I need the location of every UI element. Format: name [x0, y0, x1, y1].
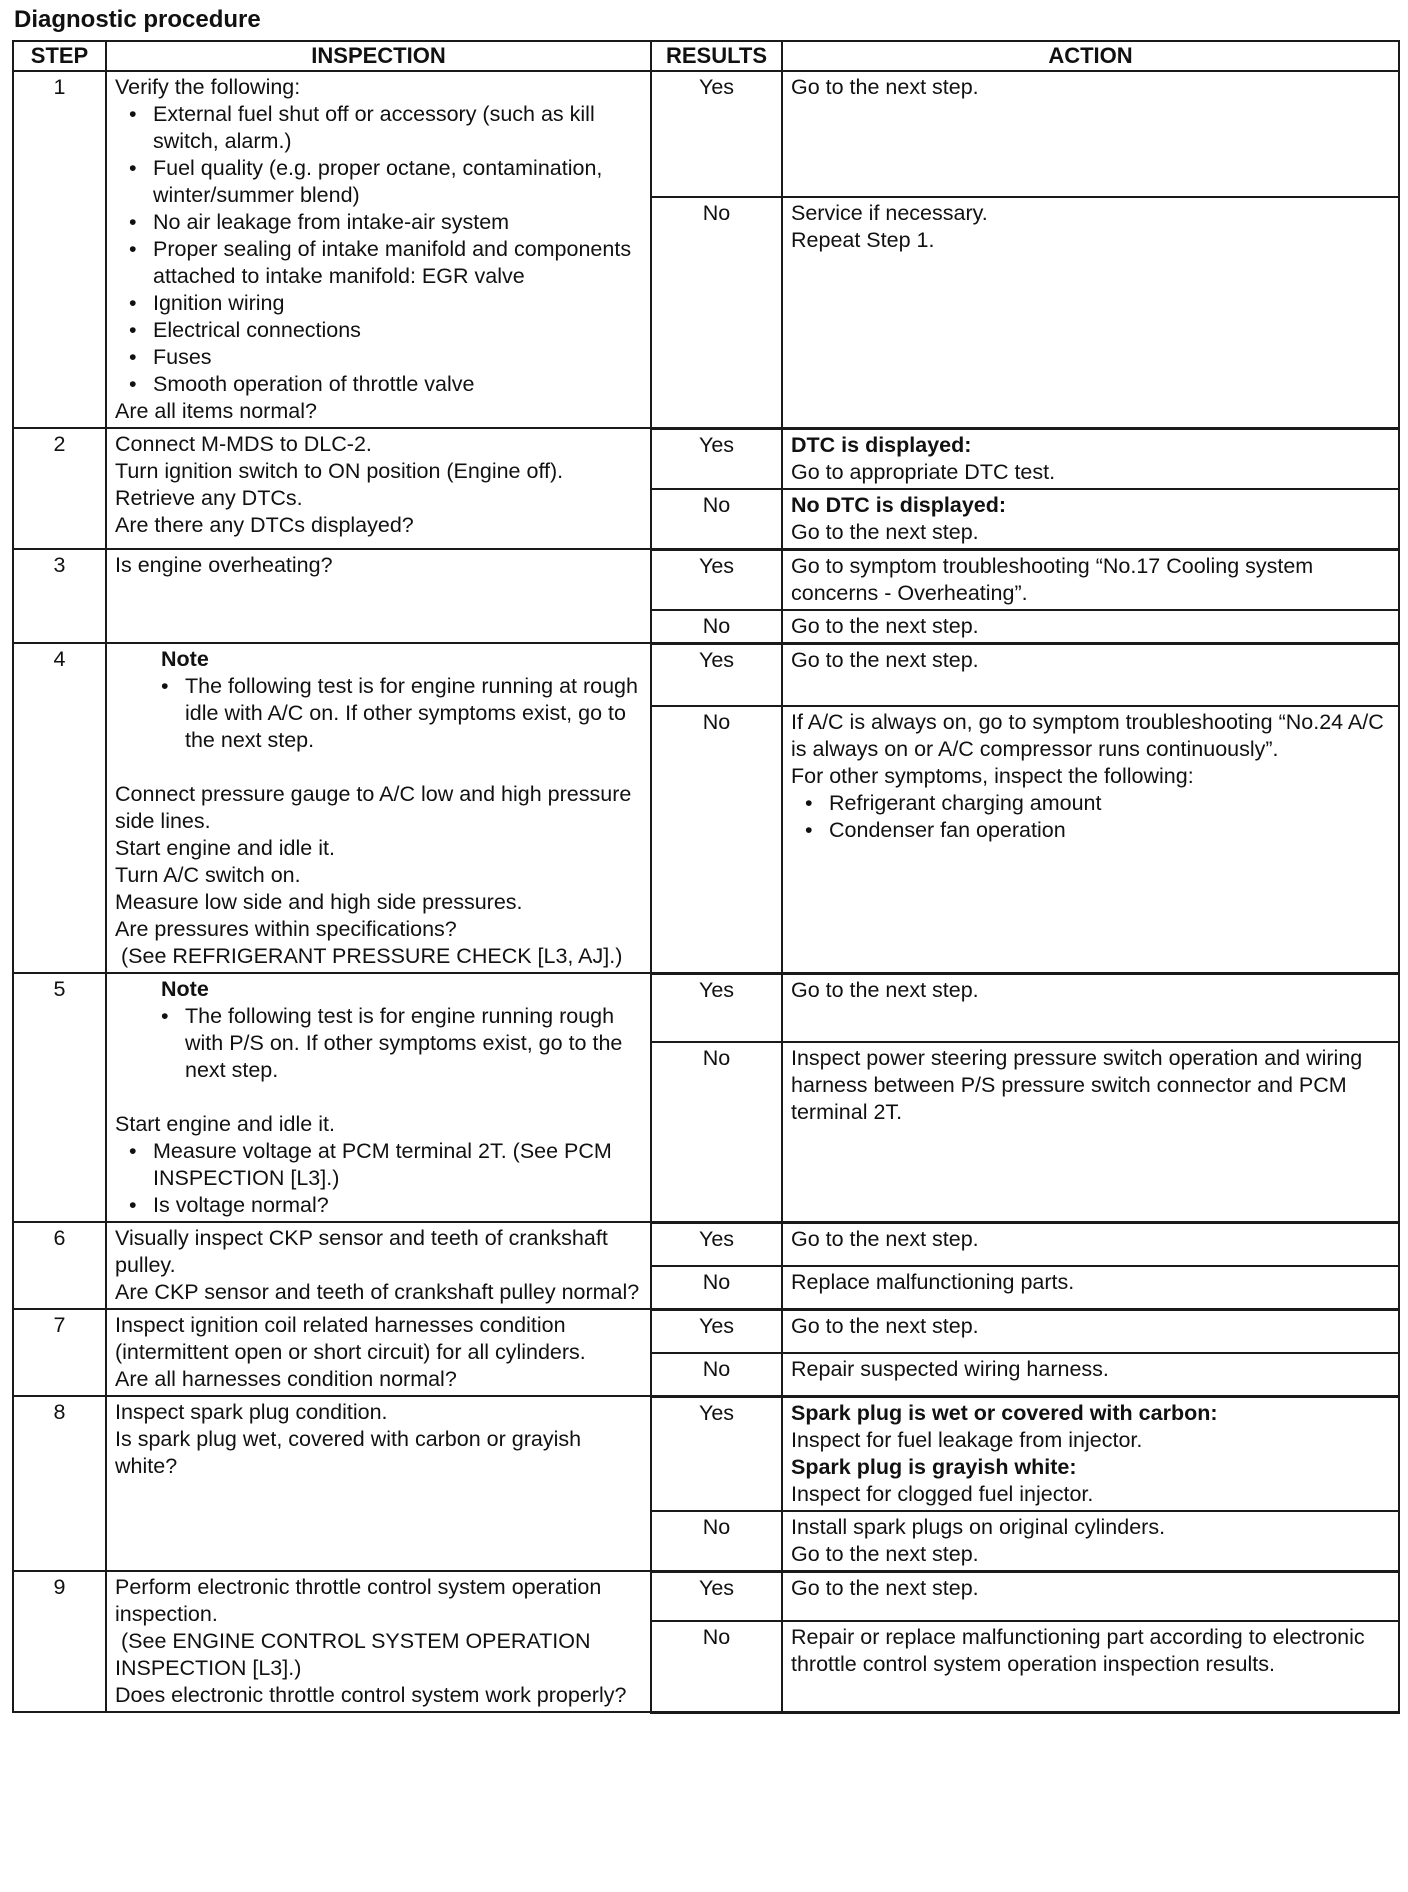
text-line: Inspect spark plug condition.	[115, 1400, 388, 1424]
action-cell	[782, 706, 1399, 973]
action-cell	[782, 1511, 1399, 1572]
bold-heading-line: No DTC is displayed:	[791, 492, 1007, 517]
inspection-cell	[106, 1571, 651, 1712]
text-line: Repair or replace malfunctioning part according to electronic throttle control system operation inspection results.	[791, 1625, 1371, 1677]
bullet-text: Fuses	[153, 345, 212, 369]
bullet-text: Refrigerant charging amount	[829, 791, 1102, 816]
text-line: Turn ignition switch to ON position (Engine off).	[115, 459, 564, 483]
bullet-item	[115, 236, 642, 290]
step-number: 1	[13, 71, 106, 428]
bullet-dot-icon: •	[129, 318, 137, 342]
text-line: Go to appropriate DTC test.	[791, 459, 1056, 484]
table-row	[13, 1571, 1399, 1621]
result-label: No	[651, 610, 782, 644]
bullet-item	[115, 1192, 642, 1219]
bullet-item	[115, 155, 642, 209]
step-number: 5	[13, 973, 106, 1222]
action-cell	[782, 1621, 1399, 1712]
action-cell	[782, 428, 1399, 489]
table-row	[13, 973, 1399, 1042]
action-cell	[782, 1571, 1399, 1621]
text-line: Go to the next step.	[791, 1226, 979, 1251]
step-number: 2	[13, 428, 106, 549]
bullet-item	[115, 317, 642, 344]
inspection-cell	[106, 549, 651, 643]
bullet-text: Measure voltage at PCM terminal 2T. (See PCM INSPECTION [L3].)	[153, 1139, 612, 1190]
result-label: Yes	[651, 1571, 782, 1621]
result-label: Yes	[651, 1222, 782, 1266]
text-line: Turn A/C switch on.	[115, 863, 301, 887]
bullet-item	[115, 209, 642, 236]
result-label: Yes	[651, 71, 782, 197]
text-line: Are CKP sensor and teeth of crankshaft pulley normal?	[115, 1280, 640, 1304]
bullet-dot-icon: •	[129, 345, 137, 369]
text-line: Service if necessary.	[791, 201, 988, 225]
result-label: No	[651, 1266, 782, 1310]
table-row	[13, 71, 1399, 197]
result-label: Yes	[651, 549, 782, 610]
text-line: Verify the following:	[115, 75, 301, 99]
text-line: Repeat Step 1.	[791, 228, 935, 252]
table-row	[13, 1309, 1399, 1353]
text-line: Start engine and idle it.	[115, 1112, 335, 1136]
text-line: Go to the next step.	[791, 1313, 979, 1338]
result-label: Yes	[651, 428, 782, 489]
text-line: Retrieve any DTCs.	[115, 486, 303, 510]
header-results: RESULTS	[651, 41, 782, 71]
text-line: If A/C is always on, go to symptom troubleshooting “No.24 A/C is always on or A/C compressor runs continuously”.	[791, 710, 1390, 762]
page-title: Diagnostic procedure	[14, 6, 261, 33]
text-line: Is engine overheating?	[115, 553, 333, 577]
text-line: Inspect ignition coil related harnesses condition (intermittent open or short circuit) for all cylinders.	[115, 1313, 586, 1364]
text-line: Go to symptom troubleshooting “No.17 Cooling system concerns - Overheating”.	[791, 553, 1320, 605]
action-cell	[782, 489, 1399, 550]
bullet-dot-icon: •	[129, 1193, 137, 1217]
result-label: No	[651, 1353, 782, 1397]
inspection-cell	[106, 643, 651, 973]
action-cell	[782, 610, 1399, 644]
bullet-item	[791, 790, 1390, 817]
text-line: Replace malfunctioning parts.	[791, 1269, 1075, 1294]
table-row	[13, 643, 1399, 706]
table-row	[13, 1396, 1399, 1511]
text-line: Connect pressure gauge to A/C low and high pressure side lines.	[115, 782, 638, 833]
text-line: Go to the next step.	[791, 647, 979, 672]
result-label: No	[651, 1621, 782, 1712]
text-line: (See ENGINE CONTROL SYSTEM OPERATION INSPECTION [L3].)	[115, 1629, 597, 1680]
text-line: Go to the next step.	[791, 977, 979, 1002]
header-row	[13, 41, 1399, 71]
result-label: No	[651, 1042, 782, 1222]
text-line: Does electronic throttle control system work properly?	[115, 1683, 627, 1707]
action-cell	[782, 973, 1399, 1042]
bullet-dot-icon: •	[805, 791, 813, 816]
action-cell	[782, 1222, 1399, 1266]
text-line: (See REFRIGERANT PRESSURE CHECK [L3, AJ].)	[115, 944, 623, 968]
bullet-text: Fuel quality (e.g. proper octane, contamination, winter/summer blend)	[153, 156, 603, 207]
text-line: Are all items normal?	[115, 399, 317, 423]
inspection-cell	[106, 428, 651, 549]
bold-heading-line: DTC is displayed:	[791, 432, 972, 457]
bullet-dot-icon: •	[129, 1139, 137, 1163]
result-label: Yes	[651, 1396, 782, 1511]
result-label: Yes	[651, 643, 782, 706]
action-cell	[782, 71, 1399, 197]
text-line: Measure low side and high side pressures.	[115, 890, 523, 914]
header-inspection: INSPECTION	[106, 41, 651, 71]
bullet-dot-icon: •	[161, 1004, 169, 1028]
text-line: Connect M-MDS to DLC-2.	[115, 432, 372, 456]
bullet-item	[115, 101, 642, 155]
text-line: Perform electronic throttle control system operation inspection.	[115, 1575, 608, 1626]
bullet-text: Proper sealing of intake manifold and components attached to intake manifold: EGR valve	[153, 237, 632, 288]
bullet-text: Smooth operation of throttle valve	[153, 372, 475, 396]
bullet-dot-icon: •	[129, 156, 137, 180]
bullet-dot-icon: •	[129, 210, 137, 234]
bullet-text: Electrical connections	[153, 318, 361, 342]
bullet-dot-icon: •	[129, 102, 137, 126]
result-label: Yes	[651, 973, 782, 1042]
action-cell	[782, 1266, 1399, 1310]
bullet-text: Condenser fan operation	[829, 818, 1066, 843]
text-line: Inspect power steering pressure switch operation and wiring harness between P/S pressure switch connector and PCM terminal 2T.	[791, 1045, 1369, 1124]
text-line: Go to the next step.	[791, 75, 979, 99]
inspection-cell	[106, 1222, 651, 1309]
action-cell	[782, 1309, 1399, 1353]
action-cell	[782, 1042, 1399, 1222]
text-line: Go to the next step.	[791, 1575, 979, 1600]
bullet-item	[115, 290, 642, 317]
spacer	[115, 754, 642, 781]
diagnostic-procedure-table	[12, 40, 1400, 1714]
text-line: Inspect for clogged fuel injector.	[791, 1481, 1094, 1506]
action-cell	[782, 197, 1399, 428]
result-label: No	[651, 489, 782, 550]
header-step: STEP	[13, 41, 106, 71]
header-action: ACTION	[782, 41, 1399, 71]
note-bullet-item	[115, 673, 642, 754]
bullet-item	[115, 344, 642, 371]
bullet-text: Ignition wiring	[153, 291, 285, 315]
bullet-text: Is voltage normal?	[153, 1193, 329, 1217]
text-line: Are pressures within specifications?	[115, 917, 457, 941]
result-label: No	[651, 197, 782, 428]
bullet-item	[791, 817, 1390, 844]
note-heading: Note	[161, 647, 209, 671]
step-number: 7	[13, 1309, 106, 1396]
spacer	[115, 1084, 642, 1111]
bold-heading-line: Spark plug is grayish white:	[791, 1454, 1077, 1479]
text-line: Go to the next step.	[791, 519, 979, 544]
text-line: Start engine and idle it.	[115, 836, 335, 860]
inspection-cell	[106, 1396, 651, 1571]
result-label: Yes	[651, 1309, 782, 1353]
table-body	[13, 71, 1399, 1712]
step-number: 6	[13, 1222, 106, 1309]
text-line: For other symptoms, inspect the following:	[791, 764, 1194, 789]
bullet-dot-icon: •	[161, 674, 169, 698]
bullet-text: The following test is for engine running at rough idle with A/C on. If other symptoms exist, go to the next step.	[185, 674, 638, 752]
action-cell	[782, 1353, 1399, 1397]
bullet-text: External fuel shut off or accessory (such as kill switch, alarm.)	[153, 102, 595, 153]
text-line: Visually inspect CKP sensor and teeth of crankshaft pulley.	[115, 1226, 614, 1277]
bullet-dot-icon: •	[805, 818, 813, 843]
bullet-dot-icon: •	[129, 291, 137, 315]
bullet-item	[115, 1138, 642, 1192]
text-line: Is spark plug wet, covered with carbon or grayish white?	[115, 1427, 588, 1478]
action-cell	[782, 643, 1399, 706]
action-cell	[782, 549, 1399, 610]
bullet-text: No air leakage from intake-air system	[153, 210, 510, 234]
table-row	[13, 1222, 1399, 1266]
step-number: 8	[13, 1396, 106, 1571]
result-label: No	[651, 1511, 782, 1572]
step-number: 4	[13, 643, 106, 973]
text-line: Go to the next step.	[791, 613, 979, 638]
action-cell	[782, 1396, 1399, 1511]
bold-heading-line: Spark plug is wet or covered with carbon:	[791, 1400, 1218, 1425]
result-label: No	[651, 706, 782, 973]
text-line: Are there any DTCs displayed?	[115, 513, 414, 537]
bullet-dot-icon: •	[129, 372, 137, 396]
bullet-dot-icon: •	[129, 237, 137, 261]
table-row	[13, 428, 1399, 489]
text-line: Inspect for fuel leakage from injector.	[791, 1427, 1143, 1452]
note-bullet-item	[115, 1003, 642, 1084]
text-line: Are all harnesses condition normal?	[115, 1367, 457, 1391]
table-row	[13, 549, 1399, 610]
text-line: Repair suspected wiring harness.	[791, 1356, 1109, 1381]
text-line: Install spark plugs on original cylinders.	[791, 1514, 1166, 1539]
inspection-cell	[106, 1309, 651, 1396]
bullet-text: The following test is for engine running rough with P/S on. If other symptoms exist, go to the next step.	[185, 1004, 623, 1082]
step-number: 3	[13, 549, 106, 643]
inspection-cell	[106, 71, 651, 428]
text-line: Go to the next step.	[791, 1541, 979, 1566]
note-heading: Note	[161, 977, 209, 1001]
bullet-item	[115, 371, 642, 398]
step-number: 9	[13, 1571, 106, 1712]
inspection-cell	[106, 973, 651, 1222]
